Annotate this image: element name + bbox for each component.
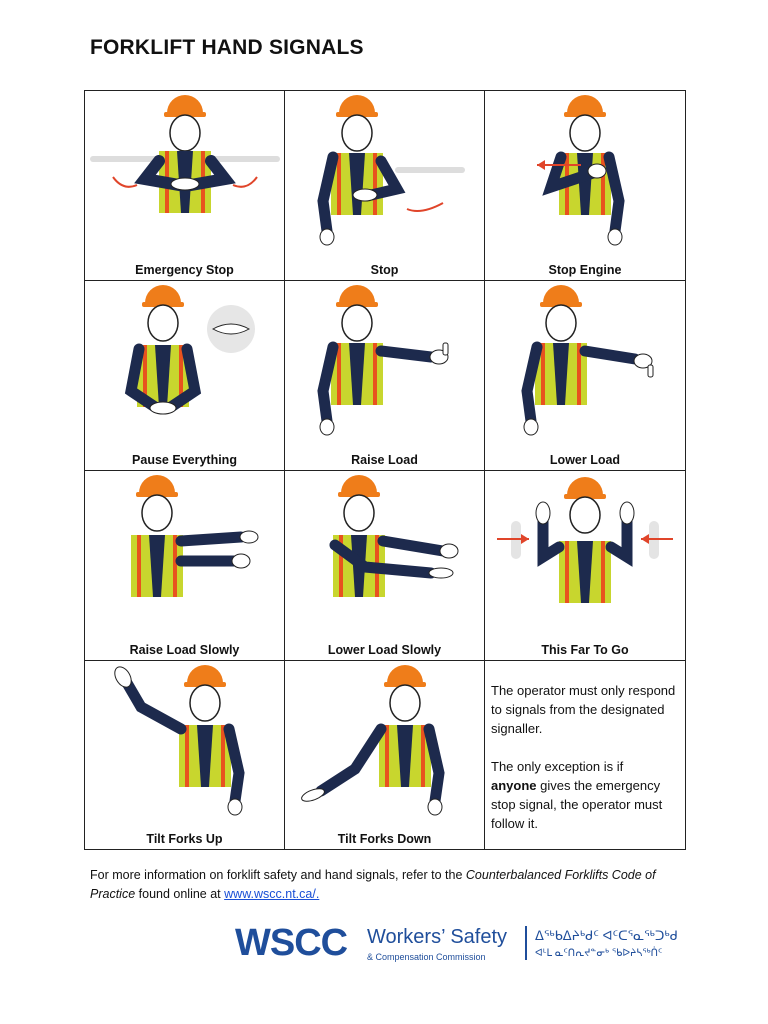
signal-card-this-far-to-go — [485, 471, 685, 661]
tilt-forks-down-figure — [285, 661, 485, 831]
logo-acronym: WSCC — [235, 922, 348, 964]
signal-label: Stop Engine — [548, 263, 622, 277]
signal-label: Tilt Forks Down — [337, 832, 432, 846]
signal-label: This Far To Go — [541, 643, 629, 657]
stop-engine-figure — [485, 91, 685, 261]
this-far-to-go-figure — [485, 471, 685, 641]
signal-label: Raise Load — [351, 453, 418, 467]
signal-label: Pause Everything — [132, 453, 237, 467]
signal-card-lower-load-slowly — [285, 471, 485, 661]
signal-card-pause-everything — [85, 281, 285, 471]
signal-card-tilt-forks-down — [285, 661, 485, 849]
tilt-forks-up-figure — [85, 661, 285, 831]
pause-everything-figure — [85, 281, 285, 451]
signal-card-raise-load — [285, 281, 485, 471]
logo-divider — [525, 926, 527, 960]
signal-label: Tilt Forks Up — [146, 832, 223, 846]
logo-syllabics-2: ᐊᒻᒪ ᓇᑦᑎᕆᔪᓐᓂᒃ ᖃᐅᔨᓴᖅᑏᑦ — [535, 948, 663, 959]
signals-grid — [84, 90, 686, 850]
signal-label: Emergency Stop — [135, 263, 234, 277]
signal-label: Stop — [370, 263, 399, 277]
emergency-stop-figure — [85, 91, 285, 261]
signal-label: Raise Load Slowly — [129, 643, 240, 657]
page-title: FORKLIFT HAND SIGNALS — [90, 36, 364, 59]
signal-card-raise-load-slowly — [85, 471, 285, 661]
signal-label: Lower Load Slowly — [327, 643, 442, 657]
logo-syllabics-1: ᐃᖅᑲᐃᔨᒃᑯᑦ ᐊᑦᑕᕐᓇᖅᑐᒃᑯ — [535, 928, 678, 943]
signal-label: Lower Load — [549, 453, 621, 467]
note-paragraph-1: The operator must only respond to signals from the designated signaller. — [491, 683, 676, 736]
wscc-logo — [235, 922, 695, 970]
lower-load-slowly-figure — [285, 471, 485, 641]
note-paragraph-2: The only exception is if anyone gives the emergency stop signal, the operator must follow it. — [491, 759, 663, 831]
operator-note — [485, 661, 685, 849]
signal-card-stop — [285, 91, 485, 281]
logo-subtitle: & Compensation Commission — [367, 952, 486, 962]
signal-card-lower-load — [485, 281, 685, 471]
wscc-link[interactable]: www.wscc.nt.ca/. — [224, 887, 320, 901]
signal-card-stop-engine — [485, 91, 685, 281]
lower-load-figure — [485, 281, 685, 451]
raise-load-slowly-figure — [85, 471, 285, 641]
code-of-practice-title: Counterbalanced Forklifts Code of Practice — [90, 868, 656, 901]
note-emphasis: anyone — [491, 778, 537, 793]
raise-load-figure — [285, 281, 485, 451]
logo-name: Workers’ Safety — [367, 926, 508, 948]
signal-card-tilt-forks-up — [85, 661, 285, 849]
signal-card-emergency-stop — [85, 91, 285, 281]
stop-figure — [285, 91, 485, 261]
footer-text: For more information on forklift safety and hand signals, refer to the Counterbalanced Forklifts Code of Practice found online at www.wscc.nt.ca/. — [90, 868, 656, 901]
